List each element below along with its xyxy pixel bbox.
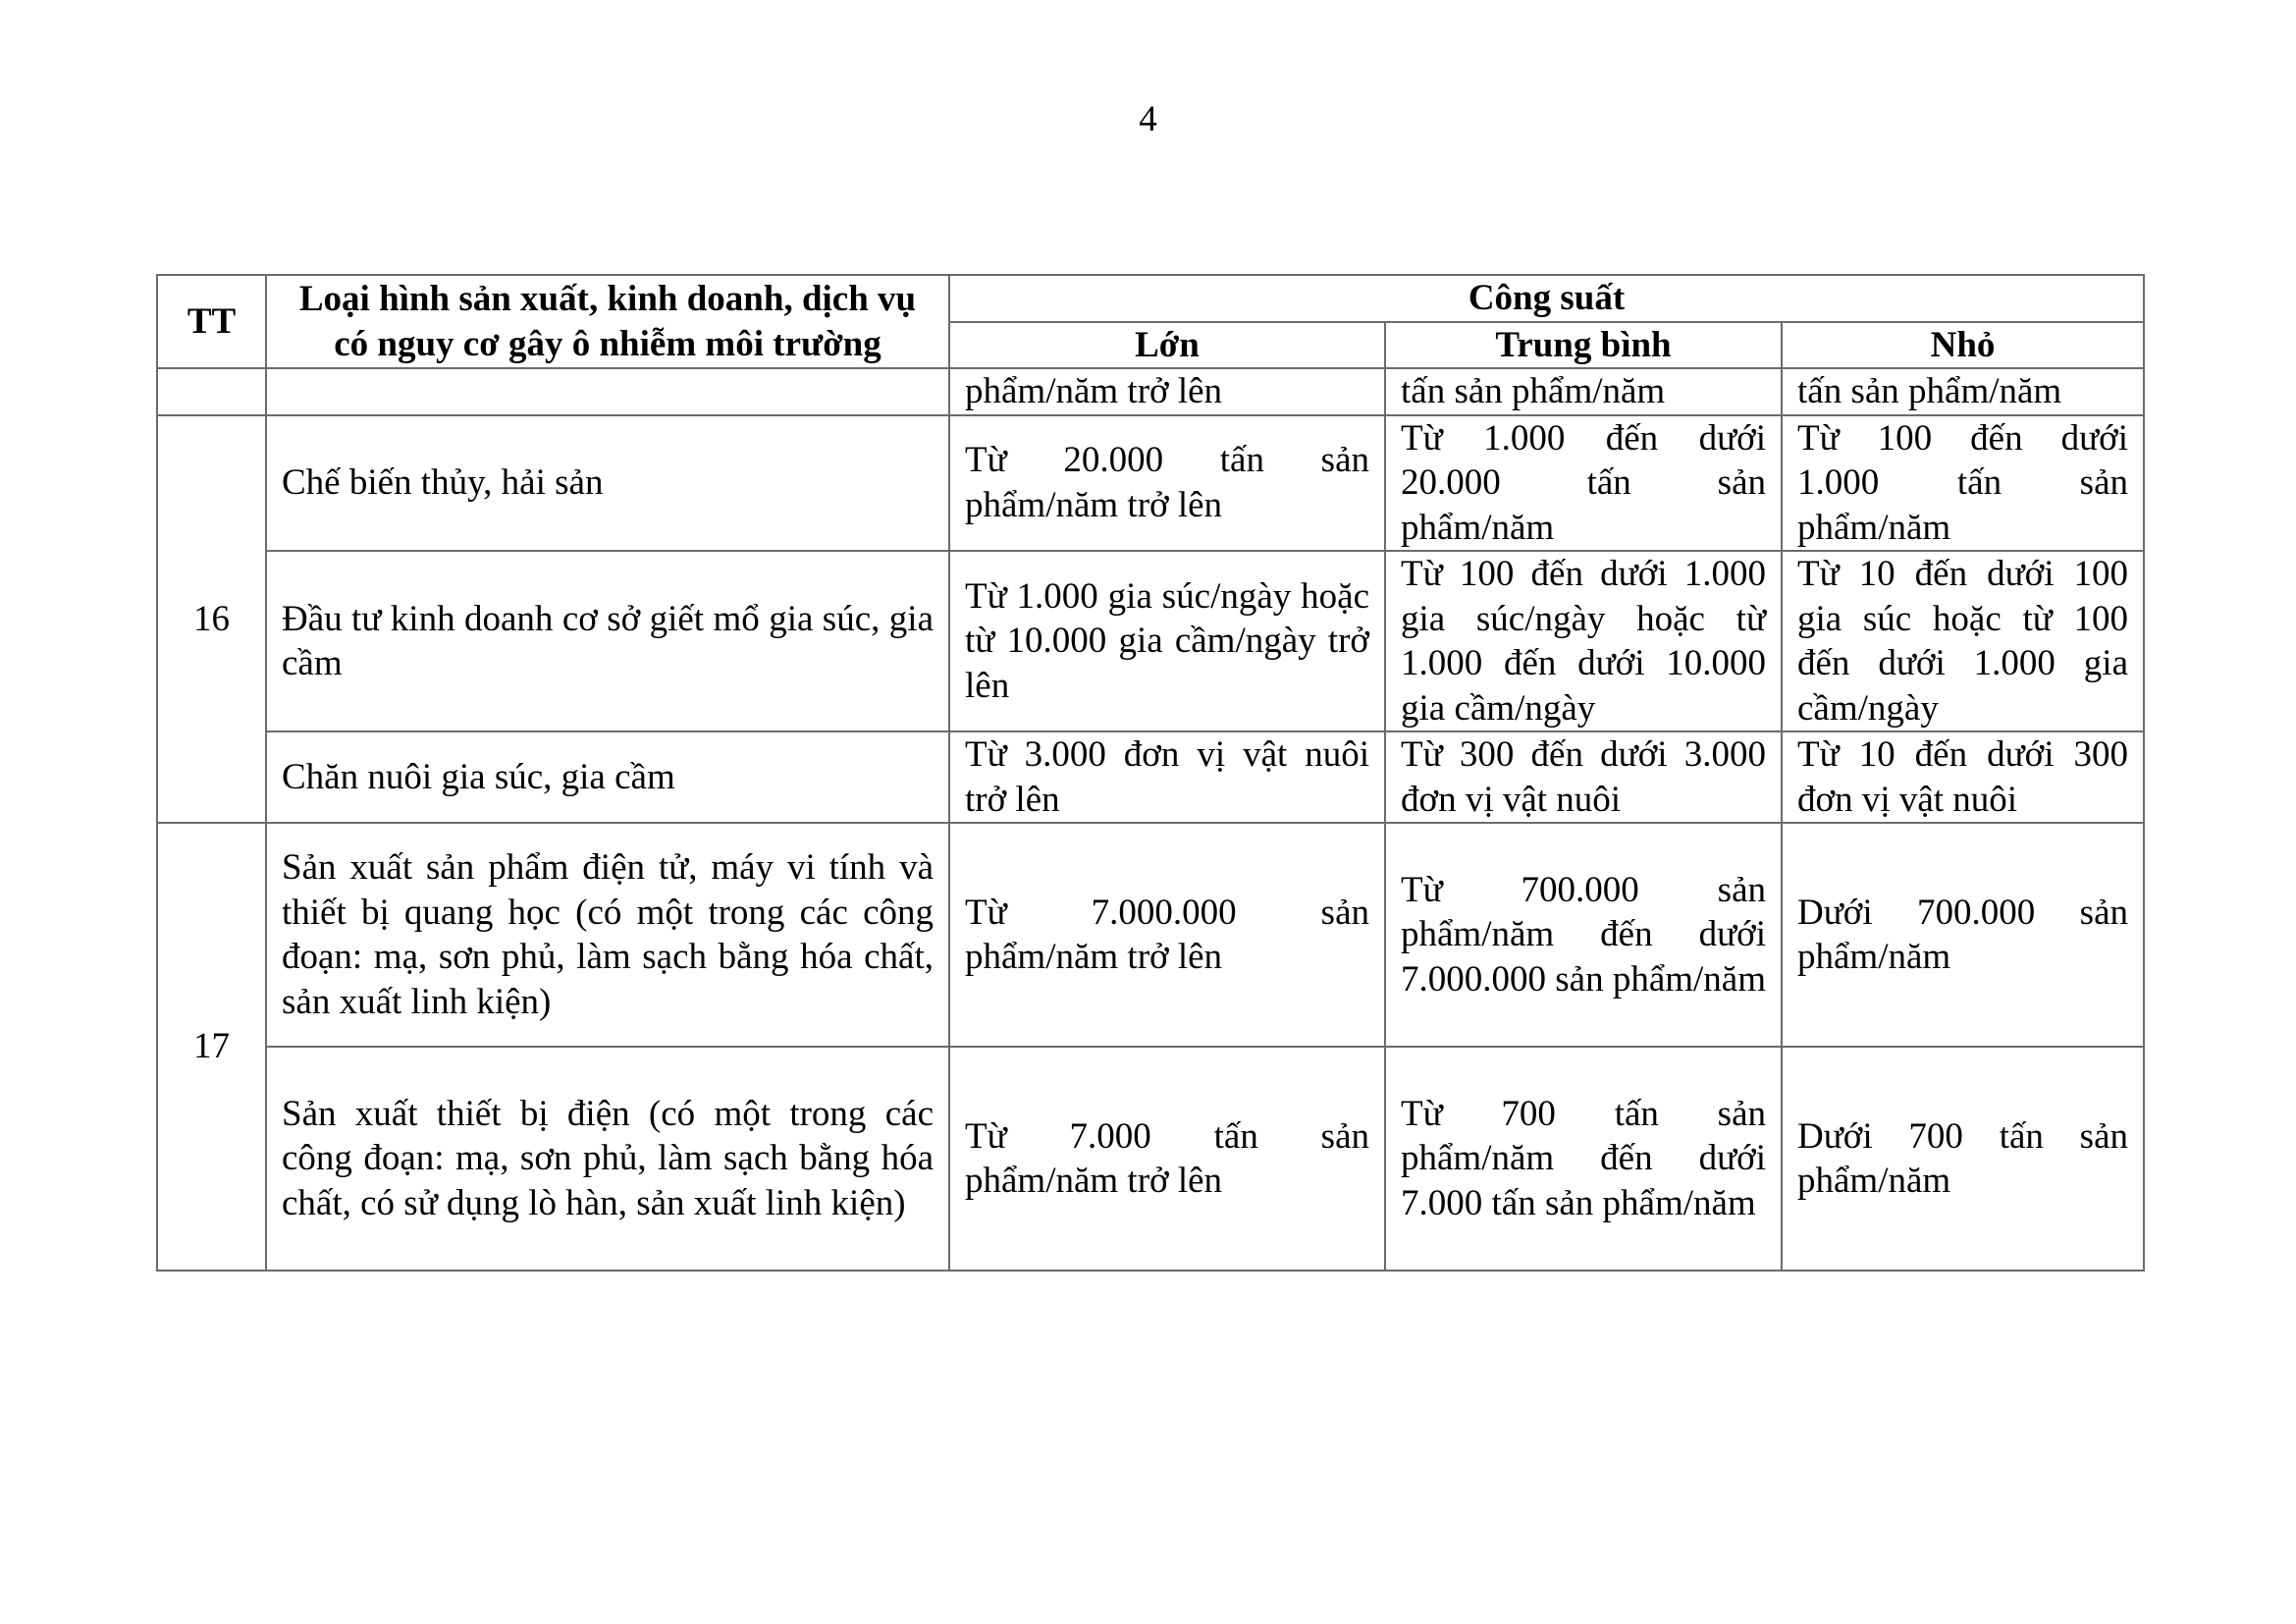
header-tt: TT: [157, 275, 266, 368]
table-row: [157, 551, 2144, 731]
cell-type: [266, 368, 949, 415]
table-row: [157, 415, 2144, 552]
cell-small: Từ 10 đến dưới 100 gia súc hoặc từ 100 đến dưới 1.000 gia cầm/ngày: [1782, 551, 2144, 731]
cell-medium: Từ 300 đến dưới 3.000 đơn vị vật nuôi: [1385, 731, 1782, 823]
cell-large: Từ 7.000.000 sản phẩm/năm trở lên: [949, 823, 1385, 1047]
cell-type: Đầu tư kinh doanh cơ sở giết mổ gia súc, gia cầm: [266, 551, 949, 731]
cell-large: phẩm/năm trở lên: [949, 368, 1385, 415]
cell-small: Dưới 700.000 sản phẩm/năm: [1782, 823, 2144, 1047]
cell-large: Từ 7.000 tấn sản phẩm/năm trở lên: [949, 1047, 1385, 1271]
continuation-row: [157, 368, 2144, 415]
cell-type: Sản xuất sản phẩm điện tử, máy vi tính và thiết bị quang học (có một trong các công đoạn: mạ, sơn phủ, làm sạch bằng hóa chất, sản xuất linh kiện): [266, 823, 949, 1047]
table-row: [157, 823, 2144, 1047]
cell-small: Từ 10 đến dưới 300 đơn vị vật nuôi: [1782, 731, 2144, 823]
cell-large: Từ 20.000 tấn sản phẩm/năm trở lên: [949, 415, 1385, 552]
cell-tt-16: 16: [157, 415, 266, 824]
cell-type: Sản xuất thiết bị điện (có một trong các công đoạn: mạ, sơn phủ, làm sạch bằng hóa chất, có sử dụng lò hàn, sản xuất linh kiện): [266, 1047, 949, 1271]
header-type: Loại hình sản xuất, kinh doanh, dịch vụ có nguy cơ gây ô nhiễm môi trường: [266, 275, 949, 368]
capacity-table: [156, 274, 2145, 1272]
header-small: Nhỏ: [1782, 322, 2144, 369]
cell-medium: Từ 100 đến dưới 1.000 gia súc/ngày hoặc từ 1.000 đến dưới 10.000 gia cầm/ngày: [1385, 551, 1782, 731]
table-row: [157, 1047, 2144, 1271]
cell-medium: Từ 1.000 đến dưới 20.000 tấn sản phẩm/năm: [1385, 415, 1782, 552]
header-large: Lớn: [949, 322, 1385, 369]
table-row: [157, 731, 2144, 823]
cell-small: tấn sản phẩm/năm: [1782, 368, 2144, 415]
cell-medium: tấn sản phẩm/năm: [1385, 368, 1782, 415]
cell-small: Từ 100 đến dưới 1.000 tấn sản phẩm/năm: [1782, 415, 2144, 552]
cell-medium: Từ 700 tấn sản phẩm/năm đến dưới 7.000 tấn sản phẩm/năm: [1385, 1047, 1782, 1271]
cell-large: Từ 3.000 đơn vị vật nuôi trở lên: [949, 731, 1385, 823]
header-medium: Trung bình: [1385, 322, 1782, 369]
cell-tt-17: 17: [157, 823, 266, 1271]
cell-small: Dưới 700 tấn sản phẩm/năm: [1782, 1047, 2144, 1271]
cell-type: Chăn nuôi gia súc, gia cầm: [266, 731, 949, 823]
cell-large: Từ 1.000 gia súc/ngày hoặc từ 10.000 gia cầm/ngày trở lên: [949, 551, 1385, 731]
cell-type: Chế biến thủy, hải sản: [266, 415, 949, 552]
header-capacity: Công suất: [949, 275, 2144, 322]
cell-medium: Từ 700.000 sản phẩm/năm đến dưới 7.000.000 sản phẩm/năm: [1385, 823, 1782, 1047]
cell-tt: [157, 368, 266, 415]
page-number: 4: [1139, 99, 1157, 139]
